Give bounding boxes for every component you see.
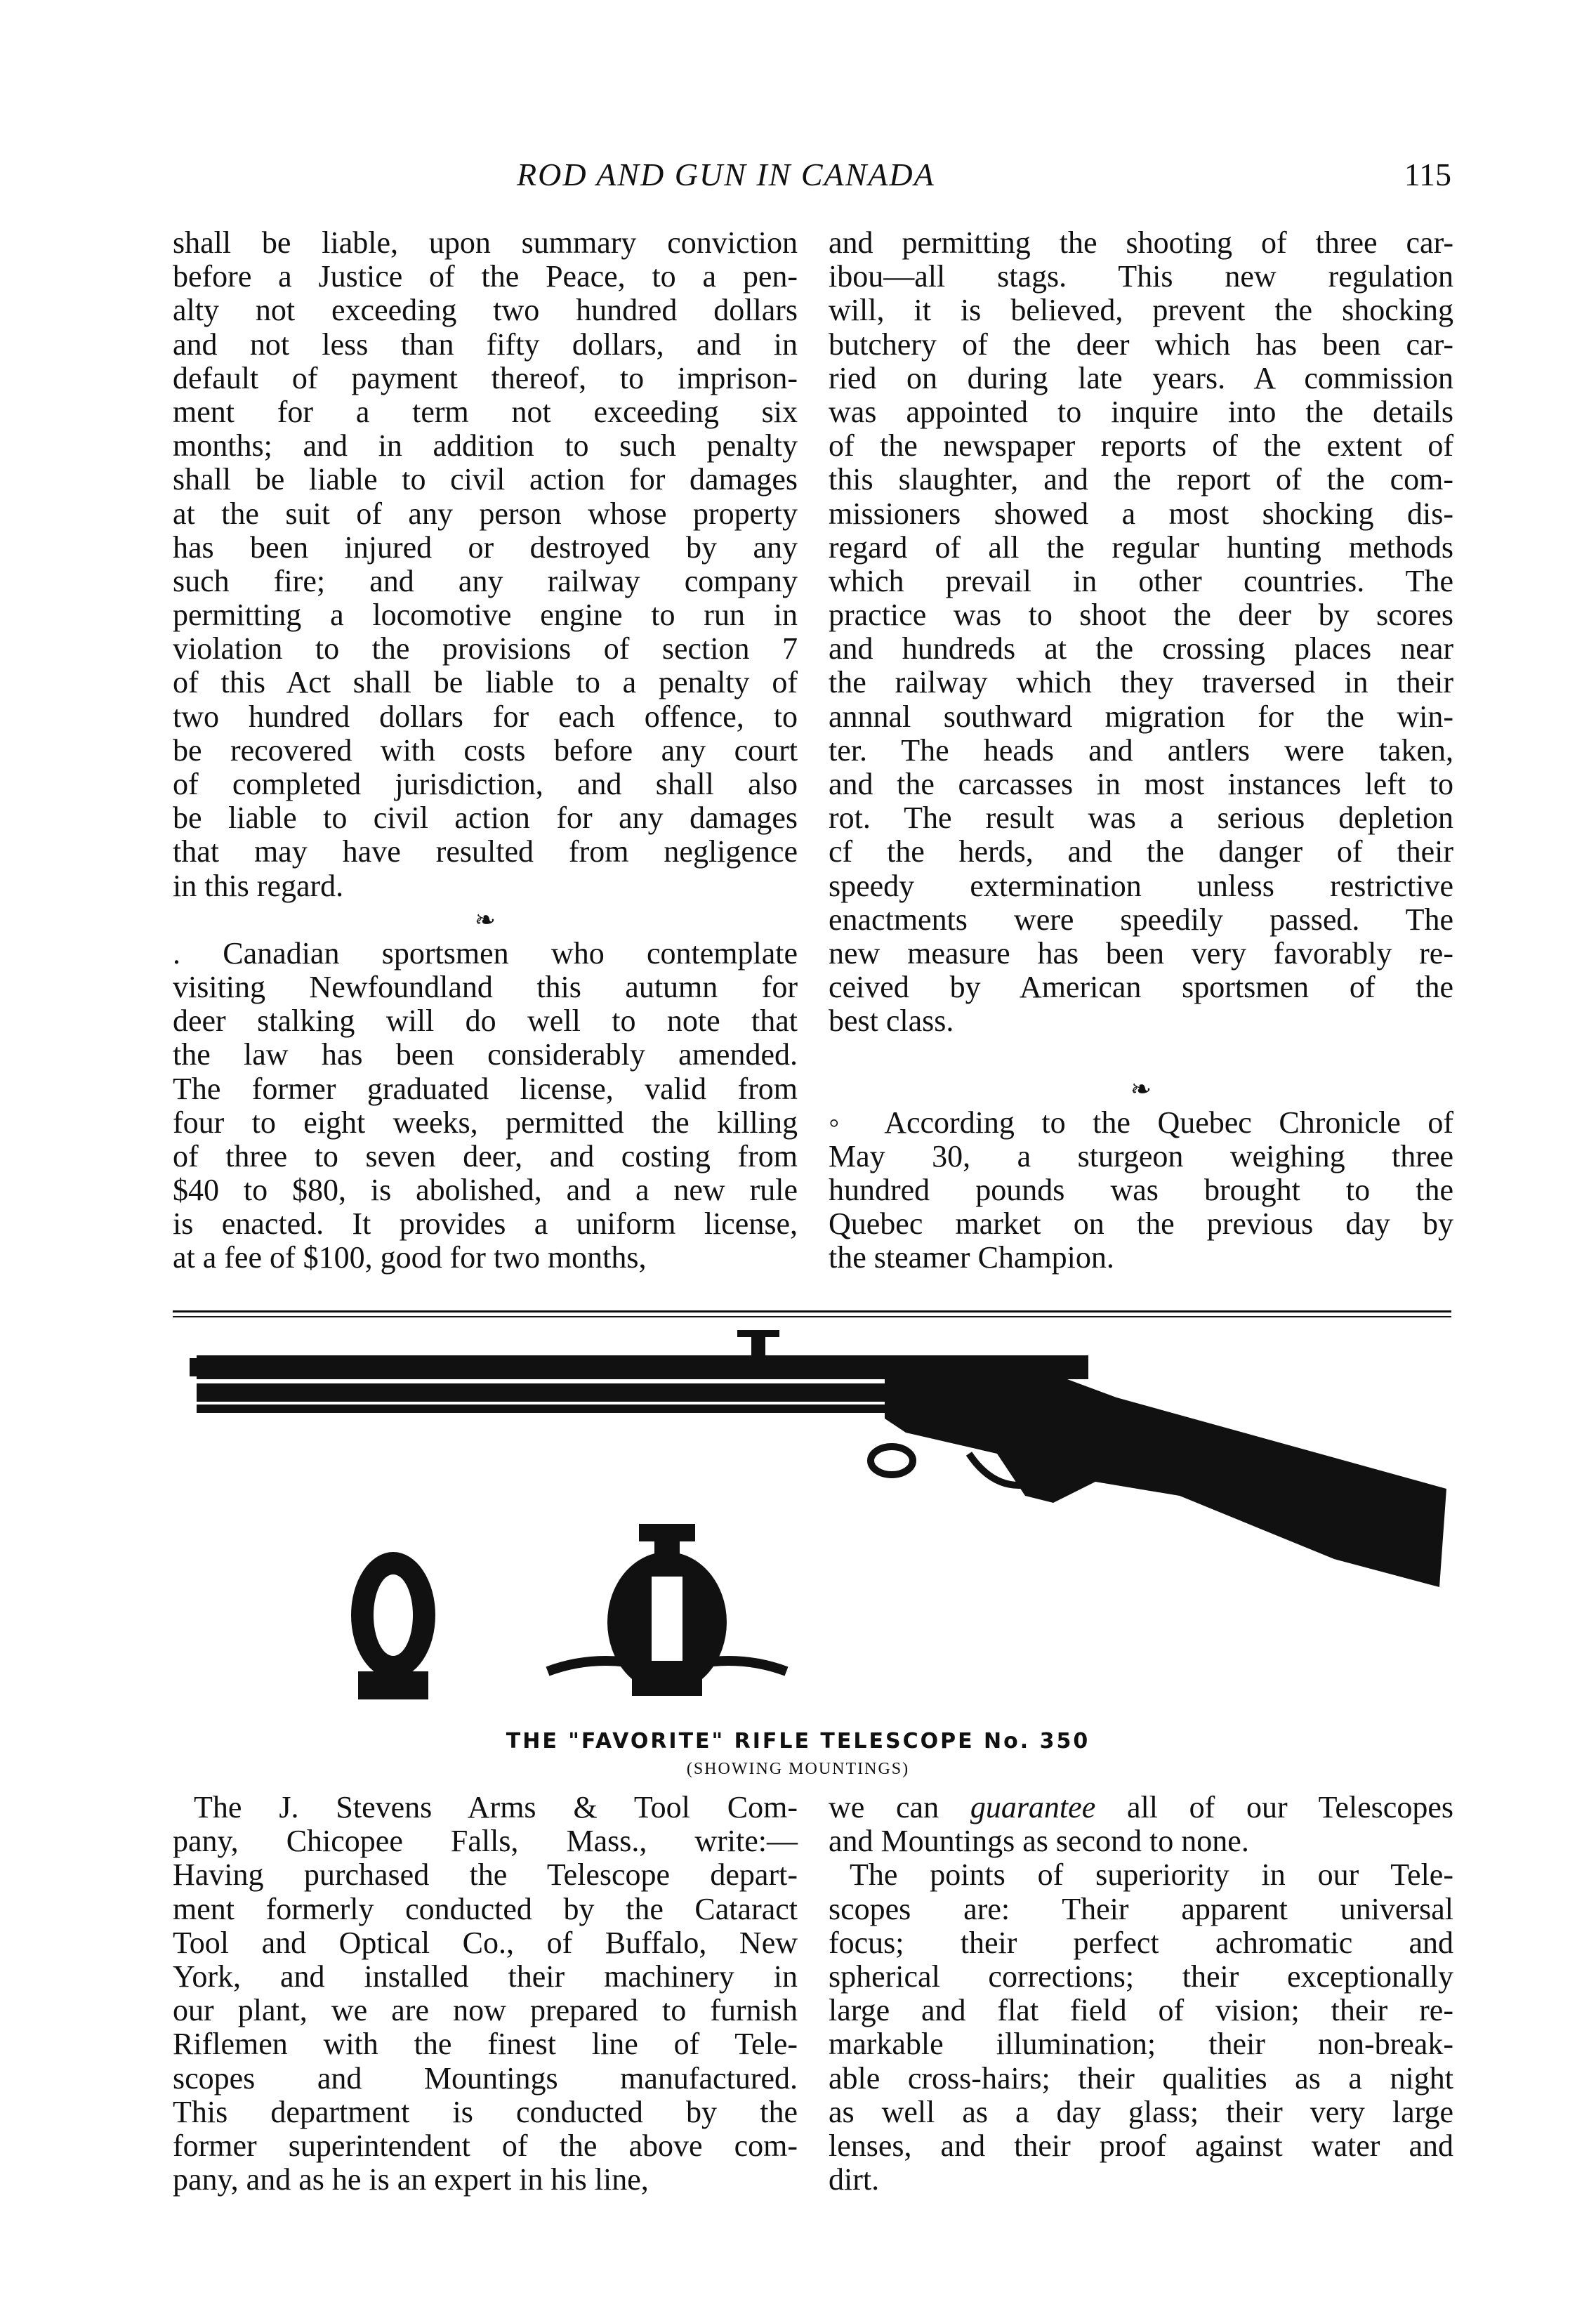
text-line: ibou—all stags. This new regulation: [829, 259, 1453, 294]
text-line: former superintendent of the above com-: [173, 2128, 798, 2163]
text-line: ceived by American sportsmen of the: [829, 970, 1453, 1005]
top-left-column: [173, 226, 798, 1275]
text-line: the steamer Champion.: [829, 1240, 1114, 1275]
rifle-icon: [183, 1327, 1446, 1706]
text-line: of the newspaper reports of the extent of: [829, 428, 1453, 463]
text-line: shall be liable, upon summary conviction: [173, 225, 798, 260]
text-line: The points of superiority in our Tele-: [850, 1857, 1453, 1893]
text-line: Having purchased the Telescope depart-: [173, 1857, 798, 1893]
text-line: spherical corrections; their exceptionally: [829, 1959, 1453, 1994]
text-line: has been injured or destroyed by any: [173, 529, 798, 565]
page-header: [173, 156, 1451, 198]
text-line: lenses, and their proof against water and: [829, 2128, 1453, 2163]
text-line: we can guarantee all of our Telescopes: [829, 1790, 1453, 1824]
text-line: butchery of the deer which has been car-: [829, 327, 1453, 362]
running-title: ROD AND GUN IN CANADA: [517, 157, 935, 192]
text-line: Tool and Optical Co., of Buffalo, New: [173, 1925, 798, 1960]
text-line: the law has been considerably amended.: [173, 1037, 798, 1072]
text-line: of completed jurisdiction, and shall also: [173, 767, 798, 801]
text-line: this slaughter, and the report of the com-: [829, 462, 1453, 497]
text-line: The J. Stevens Arms & Tool Com-: [194, 1790, 798, 1824]
text-line: large and flat field of vision; their re-: [829, 1993, 1453, 2028]
text-line: of three to seven deer, and costing from: [173, 1138, 798, 1173]
text-line: violation to the provisions of section 7: [173, 631, 798, 666]
text-line: ter. The heads and antlers were taken,: [829, 732, 1453, 768]
divider-rule: [173, 1310, 1451, 1313]
divider-rule: [173, 1316, 1451, 1317]
text-line: four to eight weeks, permitted the killing: [173, 1105, 798, 1140]
text-line: regard of all the regular hunting methods: [829, 529, 1453, 565]
text-line: scopes and Mountings manufactured.: [173, 2060, 798, 2096]
text-line: visiting Newfoundland this autumn for: [173, 969, 798, 1004]
text-line: such fire; and any railway company: [173, 563, 798, 598]
text-line: deer stalking will do well to note that: [173, 1004, 798, 1039]
text-line: our plant, we are now prepared to furnish: [173, 1993, 798, 2028]
ornament-icon: ❧: [1130, 1074, 1152, 1103]
text-line: May 30, a sturgeon weighing three: [829, 1138, 1453, 1173]
text-line: at a fee of $100, good for two months,: [173, 1240, 647, 1275]
text-line: enactments were speedily passed. The: [829, 902, 1453, 937]
bottom-right-column: [829, 1791, 1453, 2197]
text-line: which prevail in other countries. The: [829, 563, 1453, 598]
text-line: annnal southward migration for the win-: [829, 699, 1453, 734]
text-line: at the suit of any person whose property: [173, 496, 798, 531]
text-line: be recovered with costs before any court: [173, 732, 798, 768]
text-line: two hundred dollars for each offence, to: [173, 699, 798, 734]
text-line: before a Justice of the Peace, to a pen-: [173, 259, 798, 294]
text-line: York, and installed their machinery in: [173, 1959, 798, 1994]
figure-caption: THE "FAVORITE" RIFLE TELESCOPE No. 350: [506, 1729, 1090, 1754]
emphasis: guarantee: [970, 1790, 1096, 1824]
text-line: $40 to $80, is abolished, and a new rule: [173, 1173, 798, 1208]
text-line: pany, and as he is an expert in his line,: [173, 2162, 649, 2197]
text-line: The former graduated license, valid from: [173, 1071, 798, 1106]
text-line: scopes are: Their apparent universal: [829, 1891, 1453, 1926]
text-line: and the carcasses in most instances left to: [829, 767, 1453, 801]
text-line: practice was to shoot the deer by scores: [829, 598, 1453, 633]
rifle-telescope-illustration: [183, 1327, 1446, 1706]
text-line: best class.: [829, 1004, 954, 1039]
text-line: be liable to civil action for any damages: [173, 801, 798, 836]
text-line: new measure has been very favorably re-: [829, 935, 1453, 971]
text-line: as well as a day glass; their very large: [829, 2094, 1453, 2129]
text-line: markable illumination; their non-break-: [829, 2027, 1453, 2062]
text-line: cf the herds, and the danger of their: [829, 834, 1453, 869]
text-line: rot. The result was a serious depletion: [829, 801, 1453, 836]
text-line: hundred pounds was brought to the: [829, 1172, 1453, 1207]
text-line: . Canadian sportsmen who contemplate: [173, 935, 798, 971]
text-line: missioners showed a most shocking dis-: [829, 496, 1453, 531]
text-line: able cross-hairs; their qualities as a night: [829, 2060, 1453, 2096]
top-right-column: [829, 226, 1453, 1275]
bottom-left-column: [173, 1791, 798, 2197]
text-line: ment for a term not exceeding six: [173, 394, 798, 429]
text-line: ment formerly conducted by the Cataract: [173, 1891, 798, 1926]
text-line: ried on during late years. A commission: [829, 360, 1453, 395]
text-line: This department is conducted by the: [173, 2094, 798, 2129]
text-line: in this regard.: [173, 868, 344, 903]
text-line: Quebec market on the previous day by: [829, 1206, 1453, 1242]
text-line: dirt.: [829, 2162, 880, 2197]
text-line: and not less than fifty dollars, and in: [173, 327, 798, 362]
text-line: ◦ According to the Quebec Chronicle of: [829, 1105, 1453, 1140]
text-line: and hundreds at the crossing places near: [829, 631, 1453, 666]
figure-subcaption: (SHOWING MOUNTINGS): [686, 1760, 910, 1778]
text-line: and Mountings as second to none.: [829, 1824, 1249, 1859]
text-line: shall be liable to civil action for damages: [173, 462, 798, 497]
text-line: Riflemen with the finest line of Tele-: [173, 2027, 798, 2062]
text-line: speedy extermination unless restrictive: [829, 868, 1453, 903]
text-line: is enacted. It provides a uniform license,: [173, 1206, 798, 1242]
text-line: alty not exceeding two hundred dollars: [173, 293, 798, 328]
text-line: focus; their perfect achromatic and: [829, 1925, 1453, 1960]
text-line: months; and in addition to such penalty: [173, 428, 798, 463]
text-line: the railway which they traversed in their: [829, 665, 1453, 700]
text-line: and permitting the shooting of three car-: [829, 225, 1453, 260]
text-line: that may have resulted from negligence: [173, 834, 798, 869]
text-line: permitting a locomotive engine to run in: [173, 598, 798, 633]
text-line: will, it is believed, prevent the shocking: [829, 293, 1453, 328]
text-line: of this Act shall be liable to a penalty of: [173, 665, 798, 700]
text-line: default of payment thereof, to imprison-: [173, 360, 798, 395]
text-line: was appointed to inquire into the details: [829, 394, 1453, 429]
text-line: pany, Chicopee Falls, Mass., write:—: [173, 1824, 798, 1859]
page-number: 115: [1404, 157, 1451, 192]
ornament-icon: ❧: [474, 905, 496, 934]
